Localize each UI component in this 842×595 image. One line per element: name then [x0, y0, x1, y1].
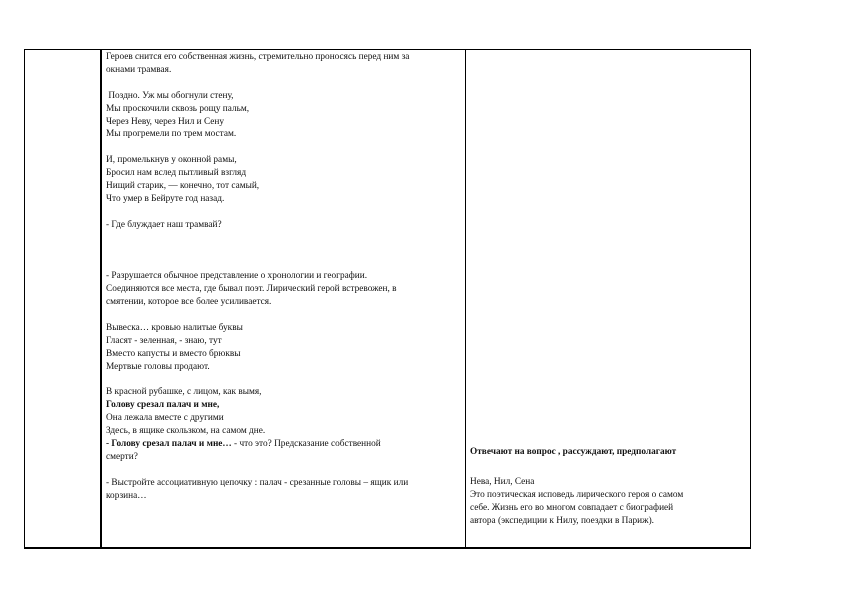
intro-line: окнами трамвая. [106, 64, 172, 75]
lesson-table [24, 49, 751, 549]
poem-line: Мертвые головы продают. [106, 361, 210, 372]
poem-stanza-4 [106, 386, 464, 438]
association-task [106, 477, 464, 503]
question-head-line2: смерти? [106, 451, 138, 462]
poem-line: Вместо капусты и вместо брюквы [106, 348, 241, 359]
comment-line: автора (экспедиции к Нилу, поездки в Париж). [470, 515, 654, 526]
poem-line: И, промелькнув у оконной рамы, [106, 155, 237, 166]
question-tram: - Где блуждает наш трамвай? [106, 219, 222, 230]
poem-line-bold: Голову срезал палач и мне, [106, 400, 220, 411]
table-left-border [24, 49, 25, 549]
poem-stanza-2 [106, 154, 464, 206]
analysis-text [106, 270, 464, 309]
comment-line: Это поэтическая исповедь лирического героя о самом [470, 490, 684, 500]
poem-stanza-1 [106, 90, 464, 142]
analysis-line: Соединяются все места, где бывал поэт. Лирический герой встревожен, в [106, 284, 397, 295]
column-divider-2 [465, 49, 466, 549]
rivers-list: Нева, Нил, Сена [470, 477, 535, 487]
poem-line: Что умер в Бейруте год назад. [106, 193, 225, 204]
student-activity-heading: Отвечают на вопрос , рассуждают, предполагают [470, 447, 677, 457]
comment-line: себе. Жизнь его во многом совпадает с биографией [470, 502, 674, 513]
analysis-line: - Разрушается обычное представление о хронологии и географии. [106, 271, 368, 282]
analysis-line: смятении, которое все более усиливается. [106, 297, 272, 308]
task-line: корзина… [106, 490, 147, 501]
task-line: - Выстройте ассоциативную цепочку : палач - срезанные головы – ящик или [106, 477, 409, 488]
poem-line: Гласят - зеленная, - знаю, тут [106, 335, 222, 346]
poem-line: Здесь, в ящике скользком, на самом дне. [106, 426, 266, 437]
poem-line: Через Неву, через Нил и Сену [106, 116, 225, 127]
poem-line: В красной рубашке, с лицом, как вымя, [106, 387, 262, 398]
intro-line: Героев снится его собственная жизнь, стремительно проносясь перед ним за [106, 52, 410, 62]
intro-text [106, 51, 464, 77]
table-bottom-border [24, 547, 751, 549]
poem-line: Поздно. Уж мы обогнули стену, [106, 90, 234, 101]
question-head-rest: - что это? Предсказание собственной [234, 439, 381, 450]
poem-line: Бросил нам вслед пытливый взгляд [106, 168, 247, 179]
table-top-border [24, 49, 751, 50]
student-comment [470, 489, 683, 528]
poem-line: Вывеска… кровью налитые буквы [106, 322, 243, 333]
poem-line: Нищий старик, — конечно, тот самый, [106, 181, 260, 192]
poem-line: Мы проскочили сквозь рощу пальм, [106, 103, 250, 114]
poem-line: Она лежала вместе с другими [106, 413, 224, 424]
question-head [106, 438, 464, 464]
poem-stanza-3 [106, 322, 464, 374]
poem-line: Мы прогремели по трем мостам. [106, 129, 237, 140]
table-right-border [750, 49, 751, 549]
column-divider-1 [100, 49, 102, 549]
question-head-bold: - Голову срезал палач и мне… [106, 439, 235, 450]
teacher-activity-cell [106, 51, 464, 503]
